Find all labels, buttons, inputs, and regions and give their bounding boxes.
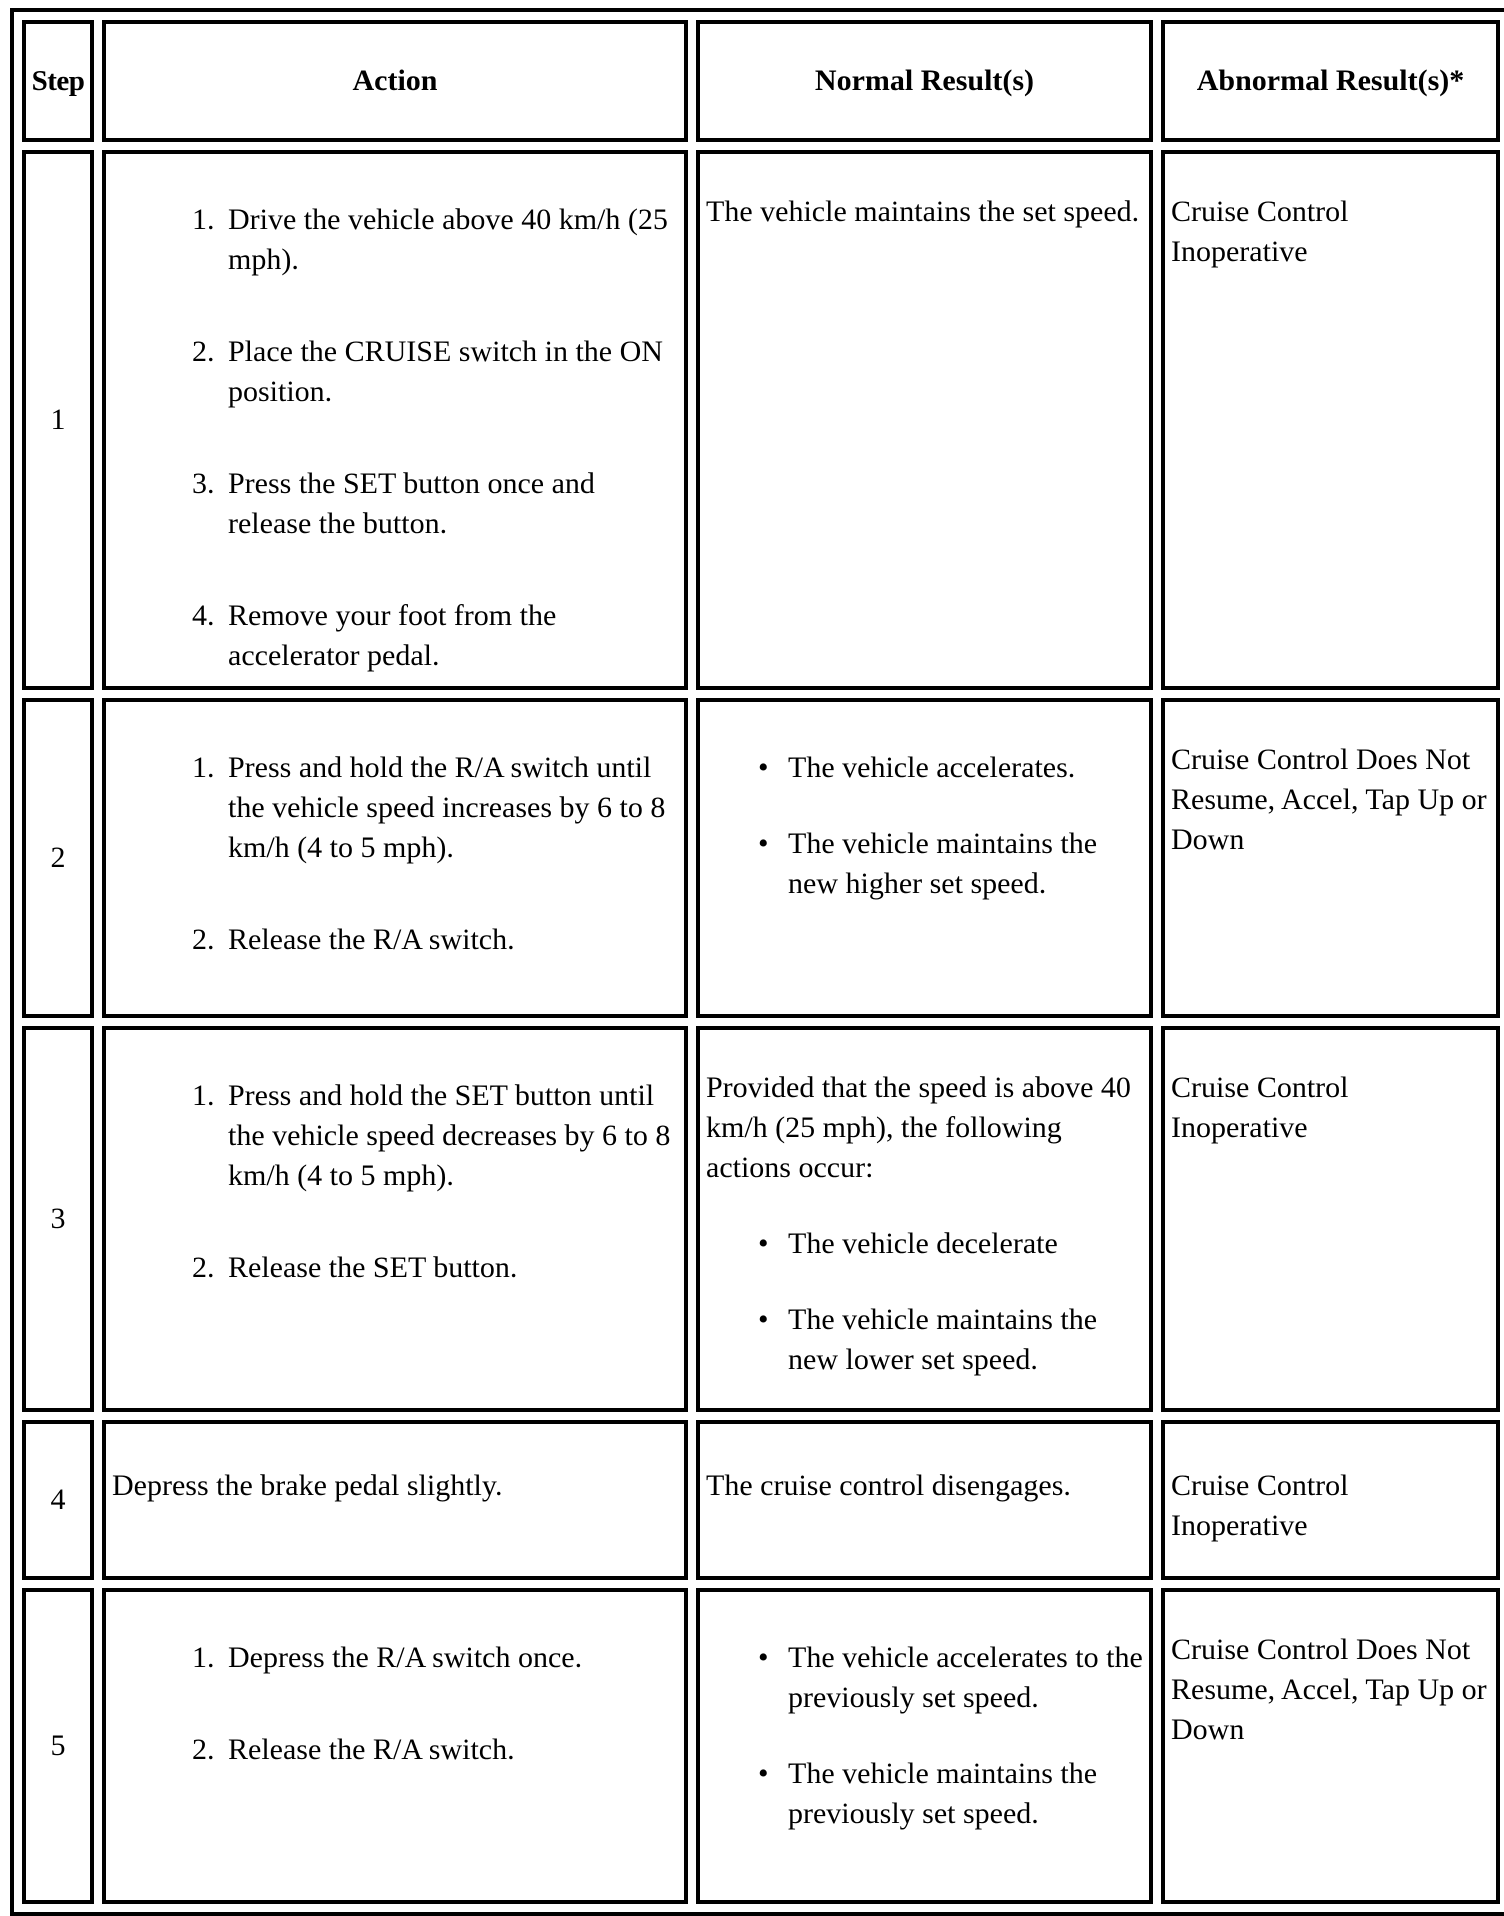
action-item: Depress the R/A switch once.: [228, 1641, 583, 1674]
abnormal-result-link[interactable]: Cruise Control Inoperative: [1171, 1071, 1349, 1144]
abnormal-result-link[interactable]: Cruise Control Inoperative: [1171, 1469, 1349, 1542]
action-cell: [102, 698, 688, 1018]
normal-result-list: [700, 702, 1149, 904]
step-number: 4: [22, 1420, 94, 1580]
normal-result-text: The cruise control disengages.: [706, 1469, 1071, 1502]
normal-result-item: • The vehicle maintains the previously set speed.: [788, 1754, 1149, 1834]
step-number: 5: [22, 1588, 94, 1904]
action-cell: [102, 1026, 688, 1412]
normal-result-item: • The vehicle maintains the new higher set speed.: [788, 824, 1149, 904]
normal-result-cell: [696, 698, 1153, 1018]
header-abnormal-results: Abnormal Result(s)*: [1161, 20, 1500, 142]
normal-result-cell: [696, 1420, 1153, 1580]
normal-result-item: • The vehicle accelerates to the previously set speed.: [788, 1638, 1149, 1718]
action-item: Drive the vehicle above 40 km/h (25 mph).: [228, 203, 668, 276]
normal-result-list: [700, 1592, 1149, 1834]
normal-result-item: • The vehicle maintains the new lower set speed.: [788, 1300, 1149, 1380]
action-list: [106, 1592, 684, 1770]
action-text: Depress the brake pedal slightly.: [112, 1469, 503, 1502]
action-item: Remove your foot from the accelerator pedal.: [228, 599, 557, 672]
normal-result-item: • The vehicle decelerate: [788, 1224, 1149, 1264]
header-action: Action: [102, 20, 688, 142]
normal-result-cell: [696, 1026, 1153, 1412]
normal-result-text: The vehicle maintains the set speed.: [706, 195, 1140, 228]
abnormal-result-cell: [1161, 1588, 1500, 1904]
header-row: [22, 20, 1500, 142]
abnormal-result-cell: [1161, 1026, 1500, 1412]
normal-result-item: • The vehicle accelerates.: [788, 748, 1149, 788]
normal-result-text: Provided that the speed is above 40 km/h (25 mph), the following actions occur:: [706, 1071, 1131, 1184]
header-normal-results: Normal Result(s): [696, 20, 1153, 142]
action-item: Release the R/A switch.: [228, 923, 515, 956]
abnormal-result-cell: [1161, 1420, 1500, 1580]
table-row: [22, 1588, 1500, 1904]
table-row: [22, 1026, 1500, 1412]
cruise-control-test-table: [10, 8, 1504, 1916]
action-item: Release the SET button.: [228, 1251, 518, 1284]
action-item: Release the R/A switch.: [228, 1733, 515, 1766]
abnormal-result-link[interactable]: Cruise Control Does Not Resume, Accel, Tap Up or Down: [1171, 1633, 1487, 1746]
action-cell: [102, 1588, 688, 1904]
action-item: Press the SET button once and release the button.: [228, 467, 595, 540]
action-item: Place the CRUISE switch in the ON position.: [228, 335, 663, 408]
step-number: 1: [22, 150, 94, 690]
action-item: Press and hold the R/A switch until the vehicle speed increases by 6 to 8 km/h (4 to 5 mph).: [228, 751, 666, 864]
action-list: [106, 702, 684, 960]
abnormal-result-cell: [1161, 150, 1500, 690]
table-row: [22, 698, 1500, 1018]
step-number: 2: [22, 698, 94, 1018]
abnormal-result-link[interactable]: Cruise Control Does Not Resume, Accel, Tap Up or Down: [1171, 743, 1487, 856]
table-row: [22, 150, 1500, 690]
header-step: Step: [22, 20, 94, 142]
step-number: 3: [22, 1026, 94, 1412]
normal-result-list: [700, 1188, 1149, 1380]
abnormal-result-cell: [1161, 698, 1500, 1018]
action-cell: [102, 150, 688, 690]
normal-result-cell: [696, 1588, 1153, 1904]
normal-result-cell: [696, 150, 1153, 690]
action-list: [106, 154, 684, 676]
table-row: [22, 1420, 1500, 1580]
action-item: Press and hold the SET button until the vehicle speed decreases by 6 to 8 km/h (4 to 5 mph).: [228, 1079, 671, 1192]
abnormal-result-link[interactable]: Cruise Control Inoperative: [1171, 195, 1349, 268]
action-cell: [102, 1420, 688, 1580]
action-list: [106, 1030, 684, 1288]
